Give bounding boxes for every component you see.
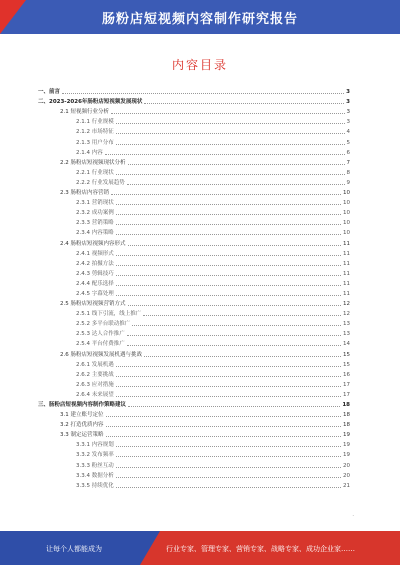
toc-entry-text: 2.4.2 拍摄方法	[76, 260, 114, 267]
toc-entry[interactable]	[38, 105, 350, 115]
toc-page-number: 9	[346, 179, 350, 186]
toc-page-number: 5	[346, 139, 350, 146]
toc-leader-dots	[127, 334, 341, 336]
toc-entry[interactable]	[38, 287, 350, 297]
toc-leader-dots	[116, 223, 341, 225]
toc-leader-dots	[144, 102, 344, 104]
toc-entry[interactable]	[38, 277, 350, 287]
toc-entry[interactable]	[38, 368, 350, 378]
toc-page-number: 7	[346, 159, 350, 166]
toc-page-number: 10	[343, 190, 350, 197]
toc-leader-dots	[116, 143, 345, 145]
footer-slant-shape	[140, 531, 160, 565]
toc-entry-text: 2.6.2 主要挑战	[76, 371, 114, 378]
toc-leader-dots	[106, 435, 342, 437]
toc-entry-text: 2.4.4 配乐选择	[76, 280, 114, 287]
toc-leader-dots	[128, 244, 342, 246]
toc-page-number: 13	[343, 331, 350, 338]
toc-page-number: 8	[346, 169, 350, 176]
toc-entry[interactable]	[38, 247, 350, 257]
toc-entry[interactable]	[38, 388, 350, 398]
toc-page-number: 6	[346, 149, 350, 156]
footer-slogan-left: 让每个人都能成为	[46, 545, 102, 553]
toc-entry[interactable]	[38, 327, 350, 337]
toc-leader-dots	[116, 284, 341, 286]
footer-slogan-right: 行业专家、管理专家、营销专家、战略专家、成功企业家……	[166, 545, 355, 553]
toc-entry-text: 2.2 肠粉店短视频现状分析	[60, 159, 126, 166]
toc-page-number: 13	[343, 321, 350, 328]
toc-leader-dots	[116, 375, 341, 377]
toc-leader-dots	[127, 183, 345, 185]
toc-leader-dots	[105, 153, 345, 155]
toc-entry-text: 2.2.1 行业现状	[76, 169, 114, 176]
toc-page-number: 12	[343, 301, 350, 308]
toc-entry[interactable]	[38, 135, 350, 145]
toc-leader-dots	[116, 365, 341, 367]
toc-page-number: 10	[343, 200, 350, 207]
toc-leader-dots	[116, 385, 341, 387]
toc-entry-text: 3.3 制定运营策略	[60, 432, 104, 439]
toc-entry[interactable]	[38, 428, 350, 438]
toc-page-number: 19	[343, 432, 350, 439]
toc-entry-text: 2.1.1 行业规模	[76, 119, 114, 126]
toc-leader-dots	[143, 314, 341, 316]
toc-entry-text: 2.6.1 发展机遇	[76, 361, 114, 368]
toc-entry[interactable]	[38, 398, 350, 408]
toc-entry[interactable]	[38, 146, 350, 156]
toc-leader-dots	[127, 344, 341, 346]
toc-entry[interactable]	[38, 125, 350, 135]
toc-entry-text: 2.5.4 平台付费推广	[76, 341, 125, 348]
toc-entry-text: 3.3.2 发布频率	[76, 452, 114, 459]
toc-page-number: 10	[343, 220, 350, 227]
toc-page-number: 19	[343, 442, 350, 449]
toc-entry-text: 2.4.3 剪辑技巧	[76, 270, 114, 277]
toc-entry[interactable]	[38, 317, 350, 327]
toc-entry[interactable]	[38, 307, 350, 317]
toc-page-number: 12	[343, 311, 350, 318]
toc-leader-dots	[144, 355, 341, 357]
toc-entry-text: 2.5.2 多平台联动推广	[76, 321, 131, 328]
footer-bar	[0, 531, 400, 565]
toc-page-number: 3	[346, 109, 350, 116]
toc-leader-dots	[116, 294, 341, 296]
toc-entry-text: 2.5 肠粉店短视频营销方式	[60, 301, 126, 308]
toc-entry[interactable]	[38, 438, 350, 448]
toc-leader-dots	[116, 274, 341, 276]
page-mark: ·	[352, 513, 354, 519]
toc-entry[interactable]	[38, 95, 350, 105]
toc-entry[interactable]	[38, 166, 350, 176]
toc-leader-dots	[106, 415, 342, 417]
toc-leader-dots	[116, 213, 341, 215]
toc-leader-dots	[116, 455, 341, 457]
toc-entry[interactable]	[38, 257, 350, 267]
header-bar	[0, 0, 400, 34]
toc-page-number: 11	[343, 280, 350, 287]
toc-entry[interactable]	[38, 267, 350, 277]
toc-leader-dots	[128, 405, 340, 407]
toc-entry[interactable]	[38, 156, 350, 166]
toc-page-number: 17	[343, 391, 350, 398]
toc-page-number: 18	[343, 412, 350, 419]
toc-entry[interactable]	[38, 458, 350, 468]
toc-entry-text: 一、前言	[38, 89, 61, 96]
toc-leader-dots	[116, 395, 341, 397]
toc-entry-text: 2.2.2 行业发展趋势	[76, 179, 125, 186]
toc-entry-text: 2.3.1 营销现状	[76, 200, 114, 207]
toc-entry-text: 2.4.5 字幕处理	[76, 290, 114, 297]
toc-entry-text: 2.6 肠粉店短视频发展机遇与挑战	[60, 351, 142, 358]
toc-entry-text: 3.3.3 粉丝互动	[76, 462, 114, 469]
toc-entry-text: 2.6.4 未来展望	[76, 391, 114, 398]
toc-page-number: 16	[343, 371, 350, 378]
toc-entry[interactable]	[38, 358, 350, 368]
toc-entry[interactable]	[38, 216, 350, 226]
toc-entry[interactable]	[38, 236, 350, 246]
toc-leader-dots	[116, 445, 341, 447]
toc-entry-text: 2.1.3 用户分布	[76, 139, 114, 146]
report-title: 肠粉店短视频内容制作研究报告	[101, 12, 298, 27]
toc-entry[interactable]	[38, 85, 350, 95]
toc-leader-dots	[111, 112, 345, 114]
toc-entry[interactable]	[38, 226, 350, 236]
toc-entry-text: 3.1 建立账号定位	[60, 412, 104, 419]
toc-entry-text: 2.6.3 应对措施	[76, 381, 114, 388]
toc-page-number: 19	[343, 452, 350, 459]
toc-leader-dots	[116, 476, 341, 478]
toc-page-number: 21	[343, 482, 350, 489]
toc-entry[interactable]	[38, 479, 350, 489]
toc-heading: 内容目录	[171, 58, 228, 72]
toc-page-number: 10	[343, 230, 350, 237]
toc-leader-dots	[116, 203, 341, 205]
toc-leader-dots	[128, 163, 345, 165]
toc-leader-dots	[116, 132, 345, 134]
toc-entry[interactable]	[38, 115, 350, 125]
toc-entry-text: 2.4 肠粉店短视频内容形式	[60, 240, 126, 247]
toc-entry[interactable]	[38, 186, 350, 196]
toc-leader-dots	[116, 466, 341, 468]
toc-entry-text: 2.3.3 营销策略	[76, 220, 114, 227]
toc-leader-dots	[116, 486, 341, 488]
toc-entry-text: 2.3.4 内容策略	[76, 230, 114, 237]
toc-entry[interactable]	[38, 297, 350, 307]
toc-leader-dots	[128, 304, 342, 306]
toc-entry[interactable]	[38, 448, 350, 458]
toc-entry[interactable]	[38, 206, 350, 216]
toc-entry[interactable]	[38, 378, 350, 388]
table-of-contents	[38, 85, 350, 489]
toc-page-number: 3	[346, 99, 350, 106]
toc-page-number: 17	[343, 381, 350, 388]
toc-entry-text: 3.3.4 数据分析	[76, 472, 114, 479]
toc-entry-text: 2.3 肠粉店内容营销	[60, 190, 109, 197]
toc-page-number: 18	[343, 422, 350, 429]
toc-page-number: 11	[343, 270, 350, 277]
toc-leader-dots	[62, 92, 344, 94]
toc-page-number: 15	[343, 361, 350, 368]
toc-entry[interactable]	[38, 337, 350, 347]
toc-entry-text: 三、肠粉店短视频内容制作策略建议	[38, 402, 127, 408]
toc-leader-dots	[116, 254, 341, 256]
toc-page-number: 11	[343, 260, 350, 267]
toc-leader-dots	[116, 122, 345, 124]
toc-page-number: 14	[343, 341, 350, 348]
toc-entry-text: 2.5.3 达人合作推广	[76, 331, 125, 338]
toc-entry-text: 3.2 打造优质内容	[60, 422, 104, 429]
toc-page-number: 4	[346, 129, 350, 136]
toc-entry[interactable]	[38, 469, 350, 479]
toc-leader-dots	[116, 173, 345, 175]
toc-entry-text: 2.1.2 市场特征	[76, 129, 114, 136]
toc-entry-text: 3.3.1 内容规划	[76, 442, 114, 449]
toc-entry-text: 2.5.1 线下引流，线上推广	[76, 311, 142, 318]
toc-leader-dots	[116, 264, 341, 266]
toc-entry-text: 2.1 短视频行业分析	[60, 109, 109, 116]
toc-page-number: 11	[343, 290, 350, 297]
toc-entry[interactable]	[38, 347, 350, 357]
toc-entry[interactable]	[38, 176, 350, 186]
toc-entry-text: 3.3.5 持续优化	[76, 482, 114, 489]
toc-page-number: 15	[343, 351, 350, 358]
toc-page-number: 20	[343, 472, 350, 479]
toc-leader-dots	[106, 425, 342, 427]
toc-page-number: 3	[346, 119, 350, 126]
toc-page-number: 11	[343, 240, 350, 247]
toc-entry-text: 2.3.2 成功案例	[76, 210, 114, 217]
toc-entry[interactable]	[38, 418, 350, 428]
toc-page-number: 3	[346, 89, 350, 96]
toc-entry[interactable]	[38, 408, 350, 418]
toc-page-number: 18	[342, 402, 350, 408]
toc-page-number: 20	[343, 462, 350, 469]
toc-leader-dots	[132, 324, 341, 326]
toc-entry-text: 二、2023-2026年肠粉店短视频发展现状	[38, 99, 143, 106]
toc-page-number: 11	[343, 250, 350, 257]
toc-entry-text: 2.4.1 视频形式	[76, 250, 114, 257]
toc-entry-text: 2.1.4 内容	[76, 149, 103, 156]
toc-entry[interactable]	[38, 196, 350, 206]
toc-leader-dots	[116, 233, 341, 235]
toc-leader-dots	[111, 193, 341, 195]
toc-page-number: 10	[343, 210, 350, 217]
